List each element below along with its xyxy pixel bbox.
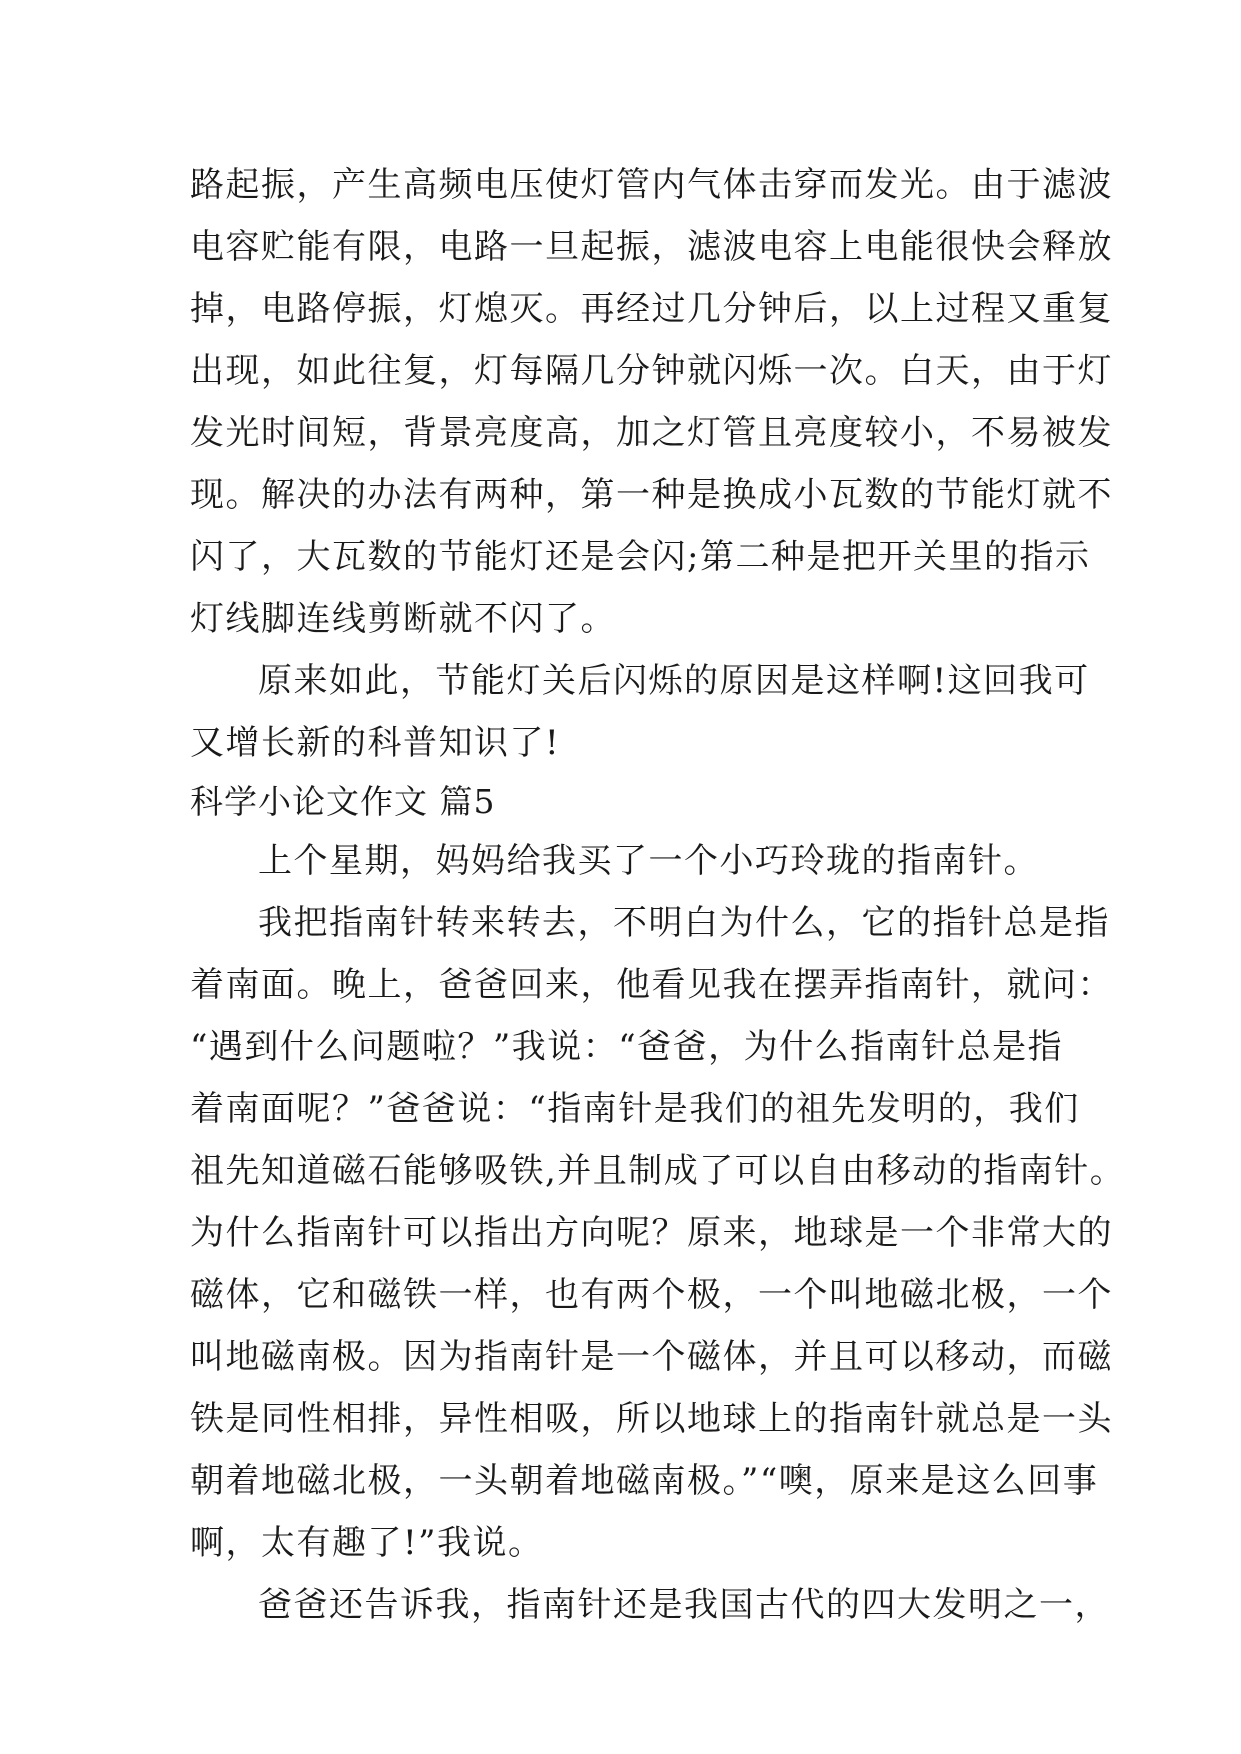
paragraph-four-inventions: [190, 1574, 1110, 1636]
text-line: 灯线脚连线剪断就不闪了。: [190, 599, 616, 639]
text-line: 电容贮能有限，电路一旦起振，滤波电容上电能很快会释放: [190, 227, 1113, 267]
text-line: 磁体，它和磁铁一样，也有两个极，一个叫地磁北极，一个: [190, 1275, 1113, 1315]
text-line: 上个星期，妈妈给我买了一个小巧玲珑的指南针。: [258, 841, 1039, 881]
text-line: 铁是同性相排，异性相吸，所以地球上的指南针就总是一头: [190, 1399, 1113, 1439]
text-line: 路起振，产生高频电压使灯管内气体击穿而发光。由于滤波: [190, 165, 1113, 205]
text-line: 着南面。晚上，爸爸回来，他看见我在摆弄指南针，就问：: [190, 965, 1113, 1005]
text-line: 出现，如此往复，灯每隔几分钟就闪烁一次。白天，由于灯: [190, 351, 1113, 391]
paragraph-compass-dialogue: [190, 892, 1126, 1574]
text-line: 着南面呢？”爸爸说：“指南针是我们的祖先发明的，我们: [190, 1089, 1080, 1129]
text-line: 朝着地磁北极，一头朝着地磁南极。”“噢，原来是这么回事: [190, 1461, 1099, 1501]
text-line: 为什么指南针可以指出方向呢？原来，地球是一个非常大的: [190, 1213, 1113, 1253]
text-line: 爸爸还告诉我，指南针还是我国古代的四大发明之一，: [258, 1585, 1110, 1625]
text-line: 叫地磁南极。因为指南针是一个磁体，并且可以移动，而磁: [190, 1337, 1113, 1377]
paragraph-conclusion: [190, 650, 1090, 774]
text-line: 我把指南针转来转去，不明白为什么，它的指针总是指: [258, 903, 1110, 943]
text-line: “遇到什么问题啦？”我说：“爸爸，为什么指南针总是指: [190, 1027, 1064, 1067]
text-line: 闪了，大瓦数的节能灯还是会闪;第二种是把开关里的指示: [190, 537, 1091, 577]
paragraph-lamp-explanation: [190, 154, 1113, 650]
text-line: 啊，太有趣了!”我说。: [190, 1523, 544, 1563]
text-line: 又增长新的科普知识了!: [190, 723, 561, 763]
paragraph-intro: [190, 830, 1050, 892]
text-line: 掉，电路停振，灯熄灭。再经过几分钟后，以上过程又重复: [190, 289, 1113, 329]
text-line: 原来如此，节能灯关后闪烁的原因是这样啊!这回我可: [258, 661, 1090, 701]
document-body: [190, 154, 1126, 1636]
text-line: 祖先知道磁石能够吸铁,并且制成了可以自由移动的指南针。: [190, 1151, 1126, 1191]
section-heading: 科学小论文作文 篇5: [190, 782, 496, 821]
text-line: 发光时间短，背景亮度高，加之灯管且亮度较小，不易被发: [190, 413, 1113, 453]
text-line: 现。解决的办法有两种，第一种是换成小瓦数的节能灯就不: [190, 475, 1113, 515]
